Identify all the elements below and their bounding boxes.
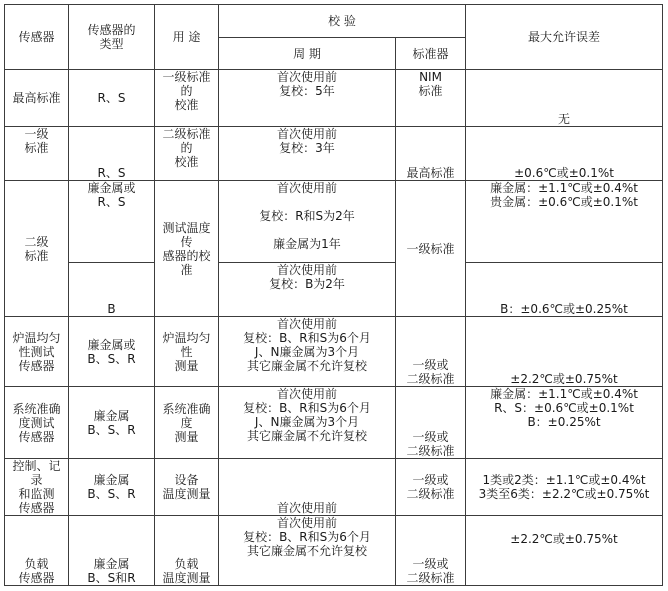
cell-usage: 二级标准的 校准 [155,127,219,181]
cell-type: 廉金属 B、S、R [69,387,155,459]
cell-period: 首次使用前 复校：B、R和S为6个月 J、N廉金属为3个月 其它廉金属不允许复校 [219,387,396,459]
cell-error: 1类或2类：±1.1℃或±0.4%t 3类至6类：±2.2℃或±0.75%t [466,459,663,516]
table-row [5,459,663,516]
header-max-error: 最大允许误差 [466,5,663,70]
cell-sensor: 炉温均匀 性测试 传感器 [5,317,69,387]
table-row [5,70,663,127]
cell-sensor: 二级 标准 [5,181,69,317]
cell-type: 廉金属 B、S和R [69,516,155,586]
table-row [5,181,663,263]
table-row [5,387,663,459]
cell-sensor: 控制、记录 和监测 传感器 [5,459,69,516]
cell-error: 无 [466,70,663,127]
cell-usage: 系统准确度 测量 [155,387,219,459]
cell-type: R、S [69,70,155,127]
header-calibration: 校 验 [219,5,466,38]
cell-period: 首次使用前 复校：R和S为2年 廉金属为1年 [219,181,396,263]
cell-usage: 炉温均匀性 测量 [155,317,219,387]
cell-period: 首次使用前 复校：5年 [219,70,396,127]
calibration-spec-table [4,4,663,586]
cell-error: ±0.6℃或±0.1%t [466,127,663,181]
cell-usage: 测试温度传 感器的校准 [155,181,219,317]
cell-standard: 一级或 二级标准 [396,459,466,516]
cell-standard: 一级标准 [396,181,466,317]
cell-error: B：±0.6℃或±0.25%t [466,263,663,317]
cell-standard: 一级或 二级标准 [396,516,466,586]
cell-standard: 一级或 二级标准 [396,387,466,459]
cell-type: 廉金属或 B、S、R [69,317,155,387]
cell-standard: 最高标准 [396,127,466,181]
cell-type: 廉金属 B、S、R [69,459,155,516]
header-sensor-type: 传感器的 类型 [69,5,155,70]
cell-error: 廉金属：±1.1℃或±0.4%t 贵金属：±0.6℃或±0.1%t [466,181,663,263]
cell-type: R、S [69,127,155,181]
cell-error: 廉金属：±1.1℃或±0.4%t R、S：±0.6℃或±0.1%t B：±0.25%t [466,387,663,459]
cell-usage: 一级标准的 校准 [155,70,219,127]
table-row [5,516,663,586]
header-standard: 标准器 [396,38,466,70]
cell-period: 首次使用前 复校：B、R和S为6个月 其它廉金属不允许复校 [219,516,396,586]
table-row [5,263,663,317]
header-row-1 [5,5,663,38]
header-period: 周 期 [219,38,396,70]
cell-error: ±2.2℃或±0.75%t [466,317,663,387]
cell-standard: NIM 标准 [396,70,466,127]
cell-period: 首次使用前 复校：3年 [219,127,396,181]
cell-type: B [69,263,155,317]
cell-usage: 负载 温度测量 [155,516,219,586]
cell-usage: 设备 温度测量 [155,459,219,516]
table-row [5,127,663,181]
cell-period: 首次使用前 [219,459,396,516]
cell-sensor: 最高标准 [5,70,69,127]
cell-error: ±2.2℃或±0.75%t [466,516,663,586]
cell-sensor: 负载 传感器 [5,516,69,586]
cell-period: 首次使用前 复校：B为2年 [219,263,396,317]
table-row [5,317,663,387]
cell-sensor: 系统准确 度测试 传感器 [5,387,69,459]
header-sensor: 传感器 [5,5,69,70]
cell-period: 首次使用前 复校：B、R和S为6个月 J、N廉金属为3个月 其它廉金属不允许复校 [219,317,396,387]
cell-sensor: 一级 标准 [5,127,69,181]
cell-standard: 一级或 二级标准 [396,317,466,387]
header-usage: 用 途 [155,5,219,70]
cell-type: 廉金属或 R、S [69,181,155,263]
